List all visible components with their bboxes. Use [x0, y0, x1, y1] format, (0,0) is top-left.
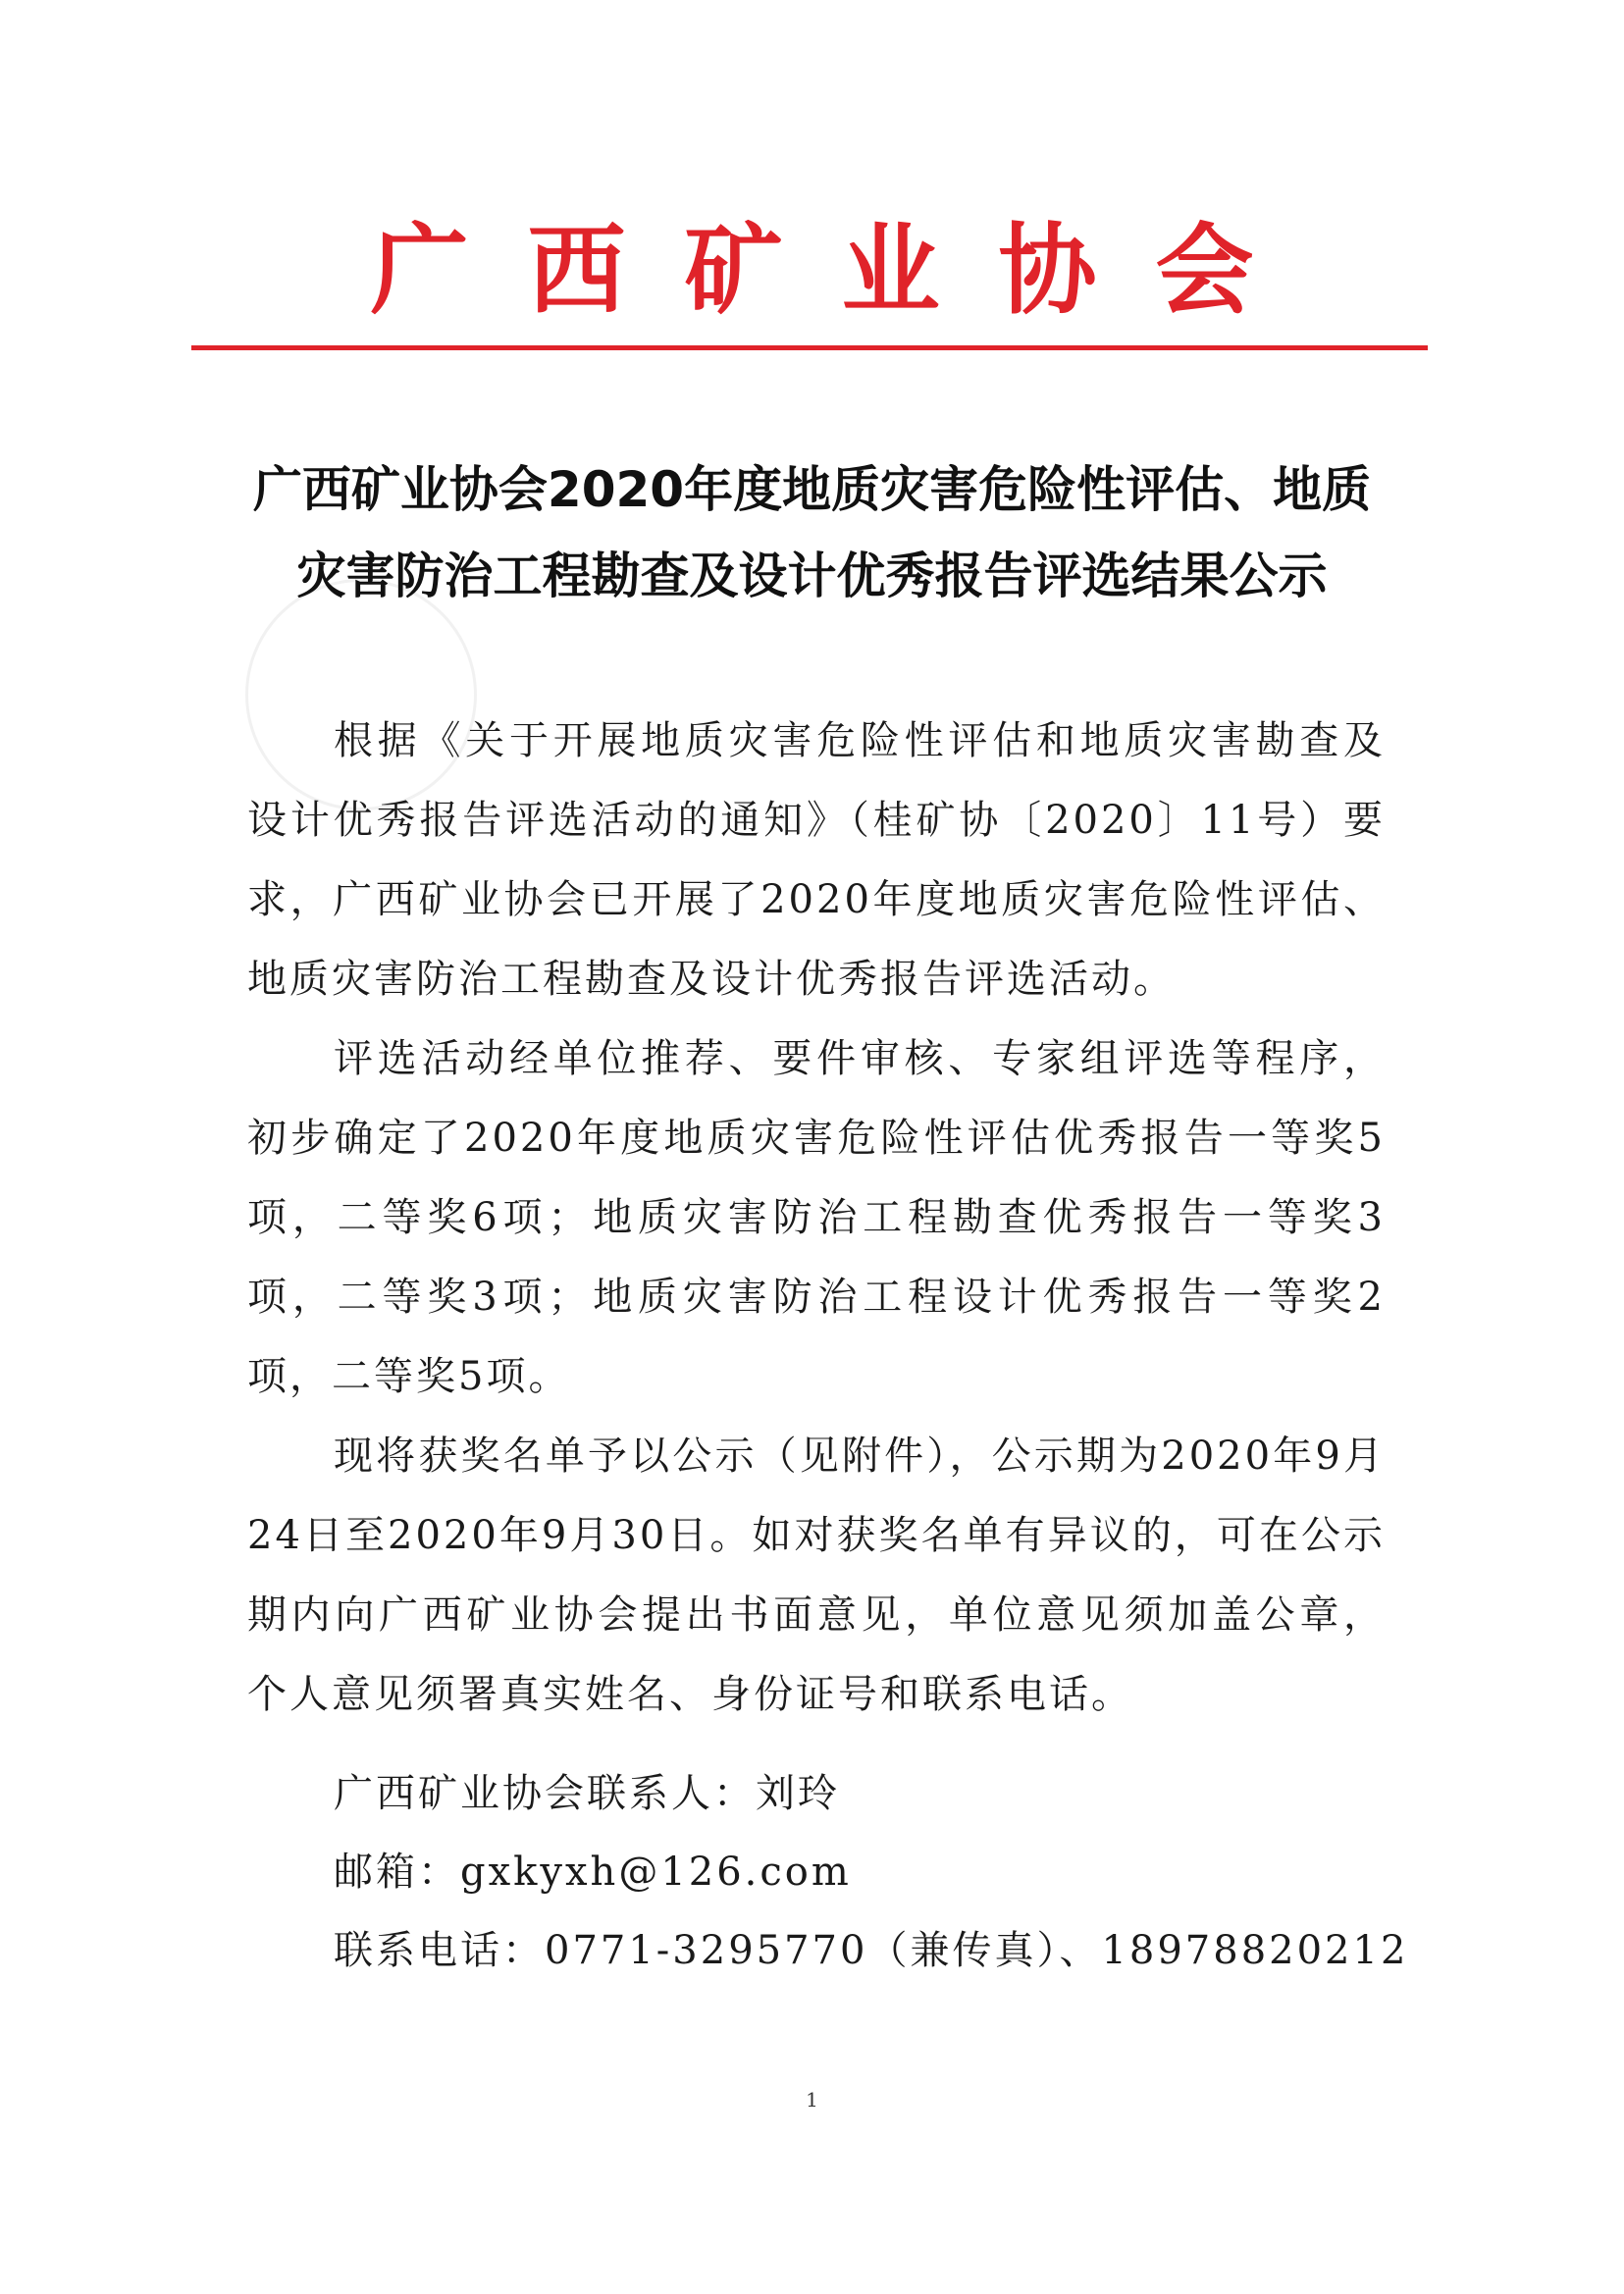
contact-person: 广西矿业协会联系人：刘玲 [334, 1771, 840, 1816]
org-name: 广西矿业协会 [370, 212, 1313, 328]
letterhead-red-rule [191, 345, 1428, 350]
contact-block [334, 1754, 1413, 1990]
letterhead [196, 201, 1428, 339]
title-line-1: 广西矿业协会2020年度地质灾害危险性评估、地质 [252, 461, 1372, 518]
contact-email: 邮箱：gxkyxh@126.com [334, 1850, 852, 1895]
body-paragraph-2: 评选活动经单位推荐、要件审核、专家组评选等程序，初步确定了2020年度地质灾害危险性评估优秀报告一等奖5项，二等奖6项；地质灾害防治工程勘查优秀报告一等奖3项，二等奖3项；地质灾害防治工程设计优秀报告一等奖2项，二等奖5项。 [247, 1036, 1386, 1399]
body-paragraph-1: 根据《关于开展地质灾害危险性评估和地质灾害勘查及设计优秀报告评选活动的通知》（桂矿协〔2020〕11号）要求，广西矿业协会已开展了2020年度地质灾害危险性评估、地质灾害防治工程勘查及设计优秀报告评选活动。 [247, 718, 1386, 1002]
page-number: 1 [806, 2088, 818, 2112]
title-line-2: 灾害防治工程勘查及设计优秀报告评选结果公示 [296, 547, 1328, 604]
contact-phone: 联系电话：0771-3295770（兼传真）、18978820212 [334, 1928, 1409, 1973]
body-paragraph-3: 现将获奖名单予以公示（见附件），公示期为2020年9月24日至2020年9月30日。如对获奖名单有异议的，可在公示期内向广西矿业协会提出书面意见，单位意见须加盖公章，个人意见须署真实姓名、身份证号和联系电话。 [247, 1434, 1386, 1717]
document-body [247, 702, 1386, 1735]
document-title [226, 446, 1398, 619]
